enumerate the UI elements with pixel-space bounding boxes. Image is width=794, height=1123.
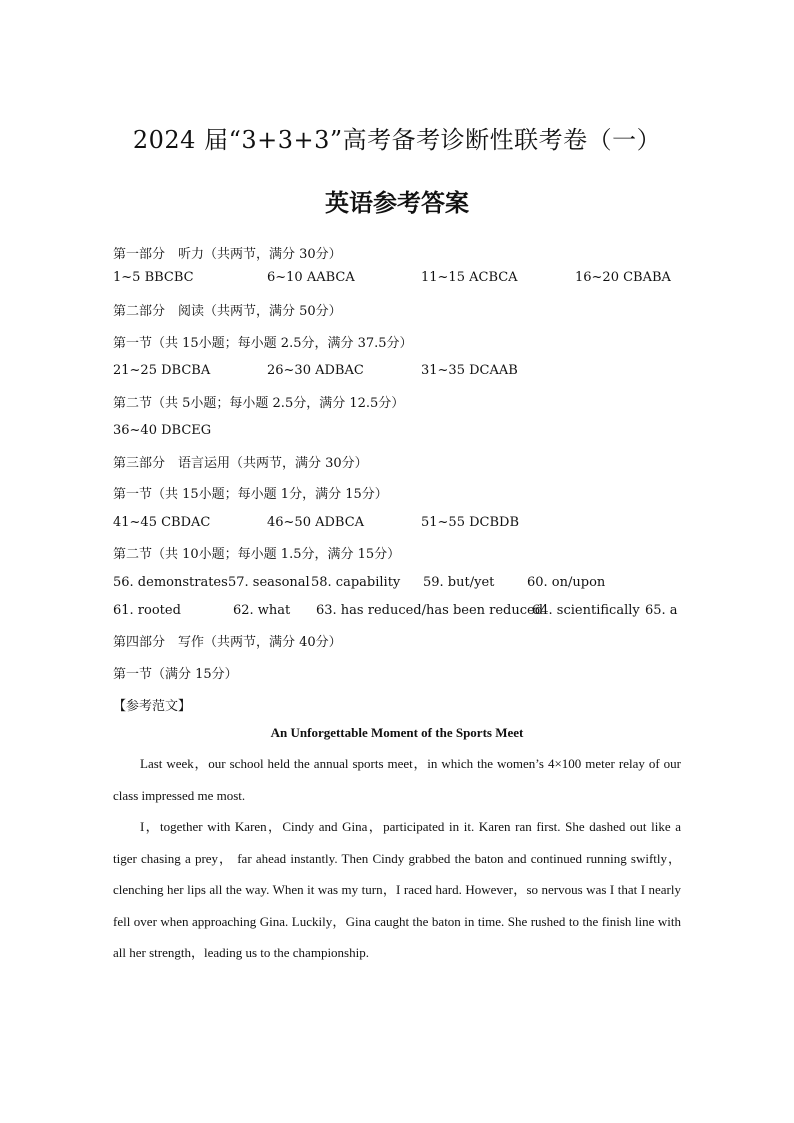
fill-answer: 58. capability (311, 575, 401, 590)
answer-group: 6~10 AABCA (267, 270, 355, 285)
essay-body (113, 748, 681, 969)
part2-heading: 第二部分 阅读（共两节，满分 50分） (113, 304, 342, 319)
answer-group: 51~55 DCBDB (421, 515, 520, 530)
fill-answer: 57. seasonal (228, 575, 310, 590)
fill-answer: 59. but/yet (423, 575, 495, 590)
sample-essay-label: 【参考范文】 (113, 699, 192, 714)
part4-heading: 第四部分 写作（共两节，满分 40分） (113, 635, 342, 650)
page-subtitle: 英语参考答案 (325, 188, 469, 217)
fill-answer: 60. on/upon (527, 575, 606, 590)
essay-paragraph: Last week，our school held the annual sports meet，in which the women’s 4×100 meter relay of our class impressed me most. (113, 756, 681, 803)
answer-group: 36~40 DBCEG (113, 423, 212, 438)
answer-group: 11~15 ACBCA (421, 270, 518, 285)
part2-section2-heading: 第二节（共 5小题；每小题 2.5分，满分 12.5分） (113, 396, 405, 411)
fill-answer: 56. demonstrates (113, 575, 228, 590)
answer-group: 41~45 CBDAC (113, 515, 211, 530)
fill-answer: 64. scientifically (532, 603, 640, 618)
part2-section1-heading: 第一节（共 15小题；每小题 2.5分，满分 37.5分） (113, 336, 413, 351)
fill-answer: 61. rooted (113, 603, 181, 618)
essay-title: An Unforgettable Moment of the Sports Meet (270, 725, 524, 740)
fill-answer: 63. has reduced/has been reduced (316, 603, 544, 618)
part3-section1-heading: 第一节（共 15小题；每小题 1分，满分 15分） (113, 487, 388, 502)
answer-group: 16~20 CBABA (575, 270, 671, 285)
answer-group: 1~5 BBCBC (113, 270, 194, 285)
essay-paragraph: I，together with Karen，Cindy and Gina，participated in it. Karen ran first. She dashed out like a tiger chasing a prey， far ahead instantly. Then Cindy grabbed the baton and continued running swiftly，clenching her lips all the way. When it was my turn，I raced hard. However，so nervous was I that I nearly fell over when approaching Gina. Luckily，Gina caught the baton in time. She rushed to the finish line with all her strength，leading us to the championship. (113, 819, 681, 960)
page-title: 2024 届“3+3+3”高考备考诊断性联考卷（一） (132, 126, 662, 154)
part1-heading: 第一部分 听力（共两节，满分 30分） (113, 247, 342, 262)
part4-section1-heading: 第一节（满分 15分） (113, 667, 238, 682)
answer-group: 46~50 ADBCA (267, 515, 365, 530)
answer-group: 26~30 ADBAC (267, 363, 364, 378)
answer-group: 21~25 DBCBA (113, 363, 211, 378)
part3-heading: 第三部分 语言运用（共两节，满分 30分） (113, 456, 368, 471)
part3-section2-heading: 第二节（共 10小题；每小题 1.5分，满分 15分） (113, 547, 401, 562)
answer-group: 31~35 DCAAB (421, 363, 518, 378)
fill-answer: 62. what (233, 603, 291, 618)
fill-answer: 65. a (645, 603, 678, 618)
